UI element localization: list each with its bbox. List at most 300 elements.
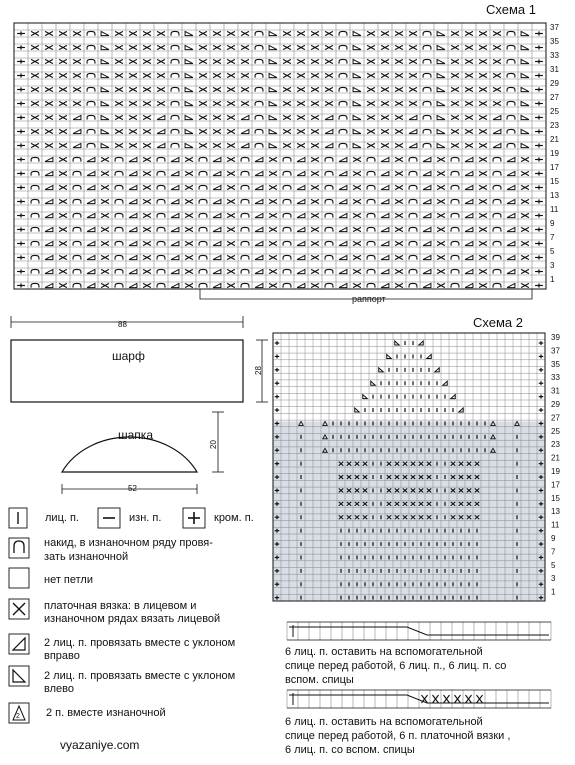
yarn-over-symbol (31, 255, 39, 259)
yarn-over-symbol (409, 269, 417, 273)
k2tog-right-symbol (171, 157, 179, 161)
yarn-over-symbol (283, 213, 291, 217)
yarn-over-symbol (199, 241, 207, 245)
k2tog-left-symbol (101, 45, 109, 49)
yarn-over-symbol (283, 255, 291, 259)
k2tog-right-symbol (339, 199, 347, 203)
k2tog-right-symbol (87, 227, 95, 231)
k2tog-right-symbol (87, 283, 95, 287)
k2tog-right-symbol (381, 283, 389, 287)
yarn-over-symbol (115, 171, 123, 175)
yarn-over-symbol (451, 213, 459, 217)
yarn-over-symbol (241, 227, 249, 231)
k2tog-right-symbol (157, 115, 165, 119)
yarn-over-symbol (241, 241, 249, 245)
k2tog-right-symbol (213, 157, 221, 161)
k2tog-right-symbol (381, 199, 389, 203)
hat-label: шапка (118, 428, 153, 442)
yarn-over-symbol (87, 87, 95, 91)
yarn-over-symbol (115, 213, 123, 217)
k2tog-right-symbol (419, 341, 423, 345)
k2tog-right-symbol (45, 213, 53, 217)
k2tog-left-symbol (353, 45, 361, 49)
scheme1-row-number: 15 (550, 177, 559, 186)
k2tog-right-symbol (129, 185, 137, 189)
k2tog-right-symbol (255, 185, 263, 189)
yarn-over-symbol (157, 227, 165, 231)
k2tog-left-symbol (185, 101, 193, 105)
yarn-over-symbol (409, 157, 417, 161)
k2tog-right-symbol (213, 227, 221, 231)
k2tog-right-symbol (45, 199, 53, 203)
k2tog-right-symbol (423, 255, 431, 259)
k2tog-left-symbol (353, 115, 361, 119)
k2tog-left-symbol (437, 31, 445, 35)
yarn-over-symbol (367, 199, 375, 203)
yarn-over-symbol (31, 283, 39, 287)
repeat-label: раппорт (352, 294, 386, 304)
scheme1-row-number: 27 (550, 93, 559, 102)
yarn-over-symbol (339, 115, 347, 119)
yarn-over-symbol (283, 157, 291, 161)
yarn-over-symbol (367, 171, 375, 175)
k2tog-right-symbol (339, 213, 347, 217)
scheme2-row-number: 7 (551, 547, 556, 557)
k2tog-right-symbol (465, 283, 473, 287)
cable1-text-2: спице перед работой, 6 лиц. п., 6 лиц. п. со (285, 660, 507, 672)
yarn-over-symbol (115, 255, 123, 259)
yarn-over-symbol (507, 129, 515, 133)
k2tog-right-symbol (297, 269, 305, 273)
k2tog-right-symbol (255, 199, 263, 203)
yarn-over-symbol (325, 185, 333, 189)
k2tog-right-symbol (493, 129, 501, 133)
scheme1-row-number: 37 (550, 23, 559, 32)
k2tog-right-symbol (129, 171, 137, 175)
yarn-over-symbol (367, 157, 375, 161)
yarn-over-symbol (199, 157, 207, 161)
yarn-over-symbol (31, 227, 39, 231)
k2tog-left-symbol (437, 143, 445, 147)
k2tog-left-symbol (353, 31, 361, 35)
cable2-text-2: спице перед работой, 6 п. платочной вязки , (285, 730, 511, 742)
k2tog-left-symbol (395, 341, 399, 345)
hat-height: 20 (208, 440, 218, 449)
scheme1-row-number: 1 (550, 275, 555, 284)
cable2-text-3: 6 лиц. п. со вспом. спицы (285, 744, 415, 756)
yarn-over-symbol (115, 241, 123, 245)
scarf-width: 88 (118, 320, 127, 329)
k2tog-left-symbol (437, 73, 445, 77)
yarn-over-symbol (199, 283, 207, 287)
k2tog-left-symbol (185, 129, 193, 133)
k2tog-right-symbol (45, 255, 53, 259)
yarn-over-symbol (283, 283, 291, 287)
yarn-over-symbol (339, 31, 347, 35)
k2tog-right-symbol (451, 395, 455, 399)
cable1-text-1: 6 лиц. п. оставить на вспомогательной (285, 646, 483, 658)
site-name[interactable]: vyazaniye.com (60, 738, 140, 752)
yarn-over-symbol (409, 213, 417, 217)
k2tog-right-symbol (255, 213, 263, 217)
yarn-over-symbol (255, 45, 263, 49)
yarn-over-symbol (451, 171, 459, 175)
k2tog-right-symbol (45, 157, 53, 161)
yarn-over-symbol (283, 185, 291, 189)
k2tog-left-symbol (101, 101, 109, 105)
yarn-over-symbol (199, 171, 207, 175)
yarn-over-symbol (199, 185, 207, 189)
k2tog-left-symbol (521, 73, 529, 77)
k2tog-right-symbol (129, 241, 137, 245)
k2tog-left-symbol (269, 59, 277, 63)
legend-knit: лиц. п. (45, 512, 79, 524)
scheme2-row-number: 17 (551, 480, 560, 490)
k2tog-right-symbol (493, 115, 501, 119)
yarn-over-symbol (171, 73, 179, 77)
yarn-over-symbol (241, 171, 249, 175)
scheme1-row-number: 19 (550, 149, 559, 158)
k2tog-right-symbol (213, 171, 221, 175)
k2tog-left-symbol (355, 408, 359, 412)
yarn-over-symbol (31, 213, 39, 217)
k2tog-left-symbol (101, 115, 109, 119)
k2tog-right-symbol (213, 241, 221, 245)
k2tog-left-symbol (353, 87, 361, 91)
yarn-over-symbol (283, 227, 291, 231)
scheme1-row-number: 17 (550, 163, 559, 172)
yarn-over-symbol (157, 199, 165, 203)
k2tog-left-symbol (437, 87, 445, 91)
yarn-over-symbol (31, 171, 39, 175)
k2tog-right-symbol (339, 269, 347, 273)
legend-k2tog-right-2: вправо (44, 650, 80, 662)
yarn-over-symbol (367, 283, 375, 287)
yarn-over-legend-icon (14, 541, 24, 553)
yarn-over-symbol (255, 115, 263, 119)
yarn-over-symbol (115, 157, 123, 161)
yarn-over-symbol (73, 283, 81, 287)
k2tog-left-symbol (185, 73, 193, 77)
k2tog-right-symbol (255, 255, 263, 259)
k2tog-right-symbol (409, 143, 417, 147)
yarn-over-symbol (451, 269, 459, 273)
k2tog-right-symbol (129, 213, 137, 217)
k2tog-right-symbol (45, 283, 53, 287)
yarn-over-symbol (283, 269, 291, 273)
k2tog-left-symbol (101, 129, 109, 133)
yarn-over-symbol (73, 213, 81, 217)
yarn-over-symbol (199, 213, 207, 217)
k2tog-right-symbol (297, 241, 305, 245)
yarn-over-symbol (507, 31, 515, 35)
yarn-over-symbol (493, 255, 501, 259)
legend-no-stitch: нет петли (44, 574, 93, 586)
yarn-over-symbol (31, 157, 39, 161)
yarn-over-symbol (31, 269, 39, 273)
scheme2-row-number: 25 (551, 426, 560, 436)
yarn-over-symbol (367, 227, 375, 231)
yarn-over-symbol (87, 73, 95, 77)
yarn-over-symbol (493, 241, 501, 245)
yarn-over-symbol (339, 59, 347, 63)
k2tog-left-symbol (269, 115, 277, 119)
legend-garter-2: изнаночном рядах вязать лицевой (44, 613, 221, 625)
k2tog-right-symbol (507, 227, 515, 231)
k2tog-right-symbol (381, 171, 389, 175)
k2tog-right-symbol (87, 171, 95, 175)
scheme2-row-number: 21 (551, 453, 560, 463)
yarn-over-symbol (507, 59, 515, 63)
yarn-over-symbol (409, 255, 417, 259)
k2tog-left-symbol (185, 45, 193, 49)
yarn-over-symbol (115, 227, 123, 231)
k2tog-right-symbol (339, 185, 347, 189)
yarn-over-symbol (283, 171, 291, 175)
k2tog-left-symbol (269, 87, 277, 91)
k2tog-right-symbol (45, 269, 53, 273)
k2tog-left-symbol (353, 129, 361, 133)
scarf-height: 28 (253, 366, 263, 375)
k2tog-right-symbol (297, 227, 305, 231)
yarn-over-symbol (423, 101, 431, 105)
legend-edge: кром. п. (214, 512, 254, 524)
yarn-over-symbol (31, 241, 39, 245)
yarn-over-symbol (451, 241, 459, 245)
yarn-over-symbol (339, 87, 347, 91)
scheme1-row-number: 33 (550, 51, 559, 60)
yarn-over-symbol (409, 227, 417, 231)
k2tog-right-symbol (297, 199, 305, 203)
yarn-over-symbol (507, 115, 515, 119)
k2tog-right-symbol (339, 227, 347, 231)
scheme1-row-number: 21 (550, 135, 559, 144)
yarn-over-symbol (339, 129, 347, 133)
k2tog-right-symbol (171, 199, 179, 203)
yarn-over-symbol (171, 143, 179, 147)
k2tog-left-symbol (437, 101, 445, 105)
legend-purl: изн. п. (129, 512, 162, 524)
k2tog-right-symbol (157, 129, 165, 133)
yarn-over-symbol (493, 185, 501, 189)
yarn-over-symbol (87, 129, 95, 133)
scheme1-row-number: 25 (550, 107, 559, 116)
scheme1-row-number: 11 (550, 205, 559, 214)
k2tog-right-symbol (297, 213, 305, 217)
yarn-over-symbol (199, 227, 207, 231)
yarn-over-symbol (73, 185, 81, 189)
k2tog-left-symbol (185, 115, 193, 119)
yarn-over-symbol (241, 213, 249, 217)
k2tog-right-symbol (465, 171, 473, 175)
k2tog-right-symbol (171, 241, 179, 245)
k2tog-right-symbol (423, 213, 431, 217)
k2tog-right-symbol (465, 213, 473, 217)
yarn-over-symbol (451, 185, 459, 189)
yarn-over-symbol (199, 269, 207, 273)
k2tog-left-symbol (269, 143, 277, 147)
k2tog-right-symbol (129, 199, 137, 203)
k2tog-right-symbol (213, 269, 221, 273)
k2tog-right-symbol (325, 129, 333, 133)
k2tog-left-symbol (379, 368, 383, 372)
yarn-over-symbol (157, 255, 165, 259)
k2tog-right-symbol (427, 354, 431, 358)
k2tog-right-symbol (255, 283, 263, 287)
scheme2-row-number: 33 (551, 373, 560, 383)
k2tog-left-symbol (387, 354, 391, 358)
k2tog-right-symbol (465, 241, 473, 245)
yarn-over-symbol (367, 185, 375, 189)
k2tog-left-legend-icon (13, 670, 25, 682)
yarn-over-symbol (409, 199, 417, 203)
k2tog-right-symbol (381, 269, 389, 273)
yarn-over-symbol (451, 199, 459, 203)
k2tog-right-symbol (87, 185, 95, 189)
yarn-over-symbol (507, 73, 515, 77)
scheme2-row-number: 11 (551, 520, 560, 530)
k2tog-right-symbol (325, 143, 333, 147)
k2tog-right-symbol (73, 115, 81, 119)
yarn-over-symbol (325, 255, 333, 259)
k2tog-right-symbol (507, 283, 515, 287)
k2tog-right-symbol (255, 171, 263, 175)
yarn-over-symbol (157, 241, 165, 245)
yarn-over-symbol (507, 45, 515, 49)
scheme2-row-number: 5 (551, 560, 556, 570)
scheme2-row-number: 3 (551, 574, 556, 584)
yarn-over-symbol (157, 171, 165, 175)
yarn-over-symbol (493, 157, 501, 161)
yarn-over-symbol (409, 283, 417, 287)
yarn-over-symbol (409, 185, 417, 189)
yarn-over-symbol (87, 101, 95, 105)
k2tog-right-symbol (171, 171, 179, 175)
yarn-over-symbol (73, 241, 81, 245)
yarn-over-symbol (423, 31, 431, 35)
k2tog-right-symbol (87, 241, 95, 245)
yarn-over-symbol (423, 115, 431, 119)
k2tog-left-symbol (521, 31, 529, 35)
k2tog-right-symbol (255, 227, 263, 231)
k2tog-left-symbol (353, 143, 361, 147)
yarn-over-symbol (283, 241, 291, 245)
k2tog-right-symbol (507, 241, 515, 245)
yarn-over-symbol (423, 59, 431, 63)
k2tog-right-symbol (507, 255, 515, 259)
yarn-over-symbol (283, 199, 291, 203)
yarn-over-symbol (241, 283, 249, 287)
k2tog-left-symbol (353, 59, 361, 63)
yarn-over-symbol (423, 73, 431, 77)
yarn-over-symbol (171, 59, 179, 63)
k2tog-right-symbol (129, 269, 137, 273)
cable1-text-3: вспом. спицы (285, 674, 354, 686)
yarn-over-symbol (115, 283, 123, 287)
k2tog-right-symbol (171, 283, 179, 287)
scheme1-row-number: 3 (550, 261, 555, 270)
k2tog-left-symbol (353, 101, 361, 105)
k2tog-right-symbol (465, 227, 473, 231)
k2tog-right-symbol (409, 129, 417, 133)
yarn-over-symbol (171, 115, 179, 119)
yarn-over-symbol (367, 255, 375, 259)
k2tog-right-symbol (129, 227, 137, 231)
legend-k2tog-left-2: влево (44, 683, 74, 695)
yarn-over-symbol (87, 115, 95, 119)
scheme1-row-number: 7 (550, 233, 555, 242)
yarn-over-symbol (493, 283, 501, 287)
yarn-over-symbol (451, 227, 459, 231)
k2tog-right-symbol (423, 227, 431, 231)
yarn-over-symbol (339, 143, 347, 147)
k2tog-right-symbol (339, 241, 347, 245)
yarn-over-symbol (325, 283, 333, 287)
legend-p2tog: 2 п. вместе изнаночной (46, 707, 166, 719)
yarn-over-symbol (325, 269, 333, 273)
k2tog-right-symbol (297, 185, 305, 189)
yarn-over-symbol (451, 255, 459, 259)
scheme2-row-number: 15 (551, 493, 560, 503)
yarn-over-symbol (241, 269, 249, 273)
yarn-over-symbol (493, 269, 501, 273)
k2tog-left-symbol (101, 87, 109, 91)
scheme1-row-number: 23 (550, 121, 559, 130)
scheme2-row-number: 1 (551, 587, 556, 597)
k2tog-right-symbol (87, 269, 95, 273)
yarn-over-symbol (255, 59, 263, 63)
scheme2-row-number: 13 (551, 507, 560, 517)
yarn-over-symbol (339, 45, 347, 49)
k2tog-left-symbol (437, 129, 445, 133)
k2tog-right-symbol (381, 227, 389, 231)
k2tog-right-symbol (255, 157, 263, 161)
yarn-over-symbol (73, 199, 81, 203)
k2tog-right-symbol (157, 143, 165, 147)
k2tog-right-symbol (381, 157, 389, 161)
yarn-over-symbol (255, 73, 263, 77)
scheme1-row-number: 35 (550, 37, 559, 46)
yarn-over-symbol (157, 185, 165, 189)
yarn-over-symbol (157, 157, 165, 161)
k2tog-right-symbol (339, 255, 347, 259)
k2tog-left-symbol (269, 45, 277, 49)
k2tog-right-symbol (297, 171, 305, 175)
k2tog-right-symbol (381, 241, 389, 245)
k2tog-right-symbol (129, 283, 137, 287)
scheme2-row-number: 39 (551, 333, 560, 342)
yarn-over-symbol (241, 185, 249, 189)
k2tog-left-symbol (269, 73, 277, 77)
yarn-over-symbol (255, 129, 263, 133)
scheme1-title: Схема 1 (486, 2, 536, 17)
k2tog-right-symbol (507, 185, 515, 189)
legend-garter-1: платочная вязка: в лицевом и (44, 600, 197, 612)
k2tog-left-symbol (185, 59, 193, 63)
k2tog-left-symbol (185, 143, 193, 147)
k2tog-right-symbol (171, 185, 179, 189)
yarn-over-symbol (409, 171, 417, 175)
scheme2-title: Схема 2 (473, 315, 523, 330)
k2tog-left-symbol (269, 31, 277, 35)
yarn-over-symbol (507, 143, 515, 147)
k2tog-left-symbol (437, 59, 445, 63)
k2tog-right-symbol (171, 255, 179, 259)
k2tog-right-symbol (423, 269, 431, 273)
yarn-over-symbol (31, 199, 39, 203)
yarn-over-symbol (451, 283, 459, 287)
k2tog-right-symbol (409, 115, 417, 119)
